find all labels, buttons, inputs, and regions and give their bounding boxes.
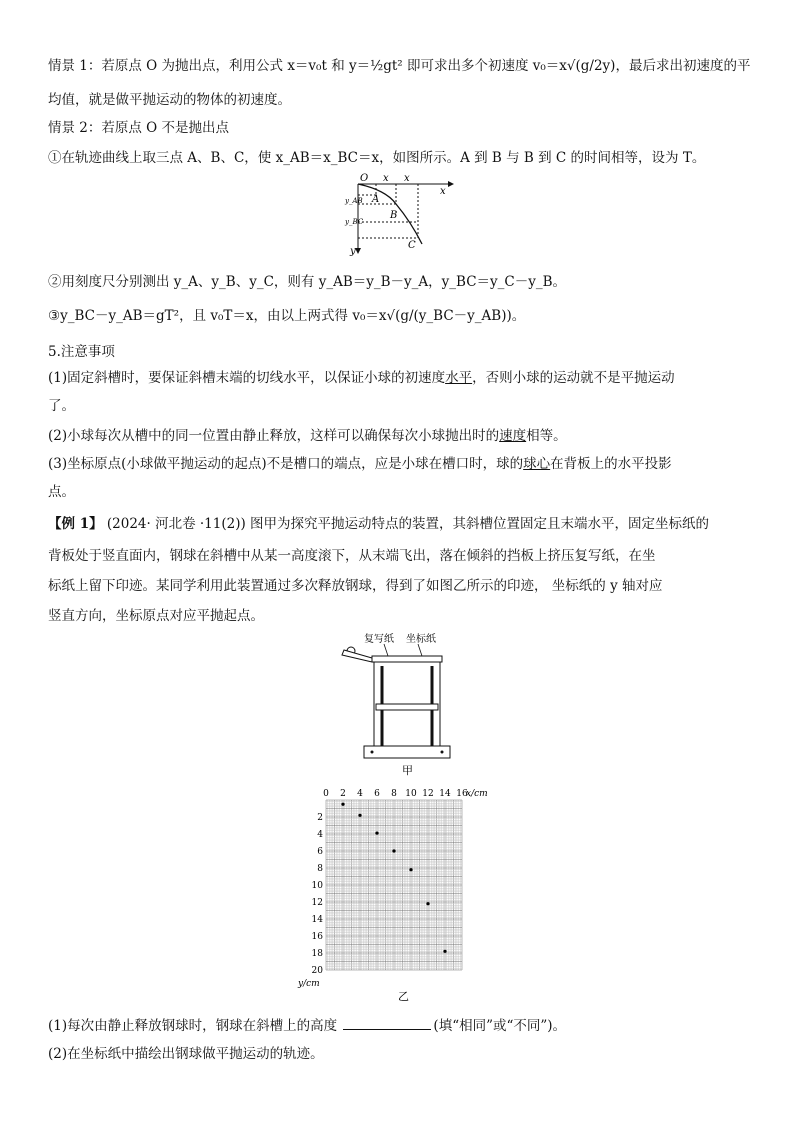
x-tick-label: 6: [374, 789, 380, 799]
apparatus-figure: [334, 628, 464, 778]
figure-jia-caption: 甲: [402, 764, 413, 777]
trajectory-figure: [336, 170, 456, 260]
note1-text-b: ，否则小球的运动就不是平抛运动: [472, 370, 675, 386]
x-label-1: x: [383, 173, 389, 184]
y-tick-label: 12: [311, 898, 323, 908]
data-point: [392, 849, 395, 852]
origin-label: O: [360, 173, 369, 184]
x-tick-label: 12: [422, 789, 434, 799]
note1-underline: 水平: [445, 370, 473, 386]
question1-text-a: (1)每次由静止释放钢球时，钢球在斜槽上的高度: [48, 1018, 342, 1034]
question1: [48, 1014, 566, 1034]
y-tick-label: 20: [311, 966, 323, 976]
scenario2-step3: ③y_BC－y_AB＝gT²，且 v₀T＝x，由以上两式得 v₀＝x√(g/(y_BC－y_AB))。: [48, 308, 526, 324]
x-tick-label: 10: [405, 789, 417, 799]
scenario1-line2: 均值，就是做平抛运动的物体的初速度。: [48, 92, 291, 108]
note3-line1: [48, 452, 672, 472]
note2-underline: 速度: [499, 428, 527, 444]
x-tick-label: 14: [439, 789, 451, 799]
y-tick-label: 18: [311, 949, 323, 959]
note1-line2: 了。: [48, 398, 75, 414]
note1-line1: [48, 366, 675, 386]
carbon-paper-label: 复写纸: [364, 634, 394, 645]
coordinate-paper-label: 坐标纸: [406, 634, 436, 645]
note2: [48, 424, 567, 444]
answer-blank[interactable]: [343, 1017, 431, 1030]
y-tick-label: 10: [311, 881, 323, 891]
scenario2-title: 情景 2：若原点 O 不是抛出点: [48, 120, 230, 136]
data-point: [375, 832, 378, 835]
point-b-label: B: [390, 210, 398, 221]
x-label-2: x: [404, 173, 410, 184]
y-tick-label: 6: [317, 847, 323, 857]
x-tick-label: 2: [340, 789, 346, 799]
data-point: [409, 868, 412, 871]
example-line1-text: (2024· 河北卷 ·11(2)) 图甲为探究平抛运动特点的装置，其斜槽位置固定且末端水平，固定坐标纸的: [102, 516, 710, 532]
note1-text-a: (1)固定斜槽时，要保证斜槽末端的切线水平，以保证小球的初速度: [48, 370, 446, 386]
example-line2: 背板处于竖直面内，钢球在斜槽中从某一高度滚下，从末端飞出，落在倾斜的挡板上挤压复写纸，在坐: [48, 548, 656, 564]
data-point: [341, 803, 344, 806]
y-axis-label: y/cm: [298, 979, 320, 989]
example-line4: 竖直方向，坐标原点对应平抛起点。: [48, 608, 264, 624]
point-c-label: C: [408, 240, 416, 251]
scenario2-step1: ①在轨迹曲线上取三点 A、B、C，使 x_AB＝x_BC＝x，如图所示。A 到 B 与 B 到 C 的时间相等，设为 T。: [48, 150, 706, 166]
y-tick-label: 2: [317, 813, 323, 823]
yab-label: y_AB: [345, 197, 363, 205]
ybc-label: y_BC: [345, 218, 364, 226]
y-tick-label: 16: [311, 932, 323, 942]
scenario2-step2: ②用刻度尺分别测出 y_A、y_B、y_C，则有 y_AB＝y_B－y_A，y_BC＝y_C－y_B。: [48, 274, 567, 290]
data-point: [443, 950, 446, 953]
point-a-label: A: [372, 194, 380, 205]
x-tick-label: 0: [323, 789, 329, 799]
note2-text-b: 相等。: [526, 428, 567, 444]
note3-line2: 点。: [48, 484, 75, 500]
data-point: [358, 814, 361, 817]
example-line1: [48, 512, 709, 532]
y-tick-label: 4: [317, 830, 323, 840]
x-axis-label: x: [440, 186, 446, 197]
grid-chart: [296, 784, 506, 1004]
note2-text-a: (2)小球每次从槽中的同一位置由静止释放，这样可以确保每次小球抛出时的: [48, 428, 500, 444]
y-axis-label: y: [350, 246, 356, 257]
note3-underline: 球心: [523, 456, 551, 472]
y-tick-label: 8: [317, 864, 323, 874]
x-tick-label: 4: [357, 789, 363, 799]
note3-text-a: (3)坐标原点(小球做平抛运动的起点)不是槽口的端点，应是小球在槽口时，球的: [48, 456, 524, 472]
example-line3: 标纸上留下印迹。某同学利用此装置通过多次释放钢球，得到了如图乙所示的印迹， 坐标纸的 y 轴对应: [48, 578, 663, 594]
notes-title: 5.注意事项: [48, 344, 115, 360]
figure-yi-caption: 乙: [398, 990, 409, 1003]
x-tick-label: 16: [456, 789, 468, 799]
scenario1-line1: 情景 1：若原点 O 为抛出点，利用公式 x＝v₀t 和 y＝½gt² 即可求出多个初速度 v₀＝x√(g/2y)，最后求出初速度的平: [48, 58, 751, 74]
question2: (2)在坐标纸中描绘出钢球做平抛运动的轨迹。: [48, 1046, 324, 1062]
x-axis-label: x/cm: [466, 789, 488, 799]
example-tag: 【例 1】: [48, 516, 103, 532]
question1-text-b: (填“相同”或“不同”)。: [433, 1018, 567, 1034]
data-point: [426, 902, 429, 905]
x-tick-label: 8: [391, 789, 397, 799]
note3-text-b: 在背板上的水平投影: [550, 456, 672, 472]
y-tick-label: 14: [311, 915, 323, 925]
